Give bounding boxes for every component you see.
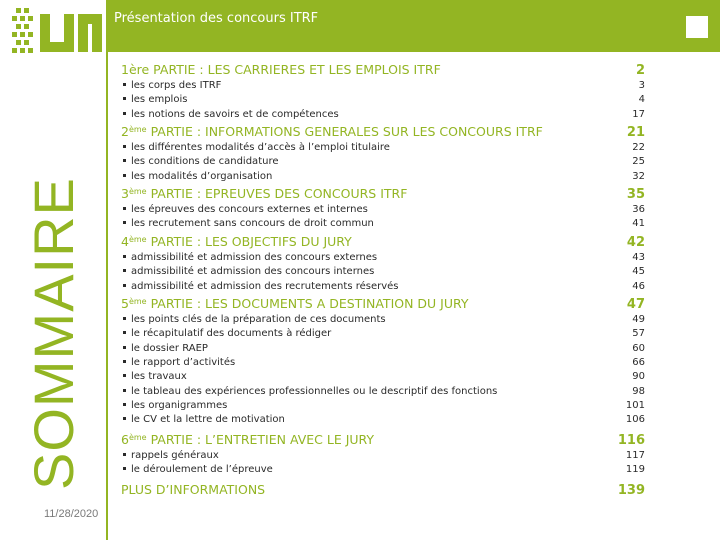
toc-item[interactable] xyxy=(123,464,273,475)
toc-item-page-number: 101 xyxy=(625,399,645,411)
bullet-icon xyxy=(123,360,126,363)
section-number: 2 xyxy=(121,124,129,139)
section-number: 4 xyxy=(121,234,129,249)
toc-item-page-number: 106 xyxy=(625,414,645,426)
bullet-icon xyxy=(123,269,126,272)
section-title[interactable]: 1ère PARTIE : LES CARRIERES ET LES EMPLOIS ITRF xyxy=(121,62,441,77)
toc-item-page-number: 98 xyxy=(632,385,645,397)
toc-item-label: les notions de savoirs et de compétences xyxy=(131,108,339,120)
section-label: PARTIE : EPREUVES DES CONCOURS ITRF xyxy=(146,186,408,201)
toc-item-label: le récapitulatif des documents à rédiger xyxy=(131,328,332,340)
bullet-icon xyxy=(123,346,126,349)
bullet-icon xyxy=(123,112,126,115)
toc-item-label: les corps des ITRF xyxy=(131,80,222,91)
toc-item[interactable] xyxy=(123,281,399,292)
toc-item-label: les organigrammes xyxy=(131,399,228,411)
section-title[interactable] xyxy=(121,234,352,249)
toc-item[interactable] xyxy=(123,450,219,461)
section-number-suffix: ème xyxy=(128,125,147,134)
section-number-suffix: ème xyxy=(128,187,147,196)
toc-item-page-number: 36 xyxy=(632,204,645,215)
bullet-icon xyxy=(123,284,126,287)
toc-item-page-number: 119 xyxy=(625,464,645,476)
section-number: 3 xyxy=(121,186,129,201)
section-label: PARTIE : L’ENTRETIEN AVEC LE JURY xyxy=(146,432,375,447)
bullet-icon xyxy=(123,374,126,377)
toc-item-label: admissibilité et admission des concours externes xyxy=(131,252,378,263)
toc-item-label: les différentes modalités d’accès à l’emploi titulaire xyxy=(131,142,390,153)
bullet-icon xyxy=(123,389,126,392)
section-page-number: 21 xyxy=(626,125,645,140)
sommaire-vertical-title: SOMMAIRE xyxy=(22,177,85,490)
toc-item-page-number: 17 xyxy=(632,108,645,120)
toc-item-page-number: 22 xyxy=(632,142,645,153)
toc-item-label: les modalités d’organisation xyxy=(131,170,273,182)
bullet-icon xyxy=(123,255,126,258)
toc-item[interactable] xyxy=(123,109,339,120)
toc-item-label: le déroulement de l’épreuve xyxy=(131,464,273,476)
section-page-number: 47 xyxy=(626,297,645,312)
section-page-number: 42 xyxy=(626,235,645,250)
section-page-number: 35 xyxy=(626,187,645,202)
toc-item-page-number: 117 xyxy=(625,450,645,461)
bullet-icon xyxy=(123,331,126,334)
bullet-icon xyxy=(123,83,126,86)
bullet-icon xyxy=(123,221,126,224)
toc-item-label: les recrutement sans concours de droit commun xyxy=(131,218,374,230)
toc-item[interactable] xyxy=(123,171,272,182)
section-page-number: 2 xyxy=(635,63,645,78)
toc-item-label: les emplois xyxy=(131,94,188,106)
toc-item[interactable] xyxy=(123,314,386,325)
toc-item-label: les travaux xyxy=(131,371,187,383)
toc-item[interactable] xyxy=(123,386,497,397)
bullet-icon xyxy=(123,159,126,162)
toc-item-label: le rapport d’activités xyxy=(131,356,236,368)
toc-item[interactable] xyxy=(123,204,368,215)
section-title[interactable]: PLUS D’INFORMATIONS xyxy=(121,482,266,497)
toc-item[interactable] xyxy=(123,94,187,105)
section-label: PARTIE : LES DOCUMENTS A DESTINATION DU JURY xyxy=(146,296,469,311)
toc-item[interactable] xyxy=(123,80,221,91)
toc-item-page-number: 60 xyxy=(632,342,645,354)
section-number-suffix: ème xyxy=(128,433,147,442)
toc-item-page-number: 3 xyxy=(638,80,645,91)
toc-item-page-number: 90 xyxy=(632,371,645,383)
bullet-icon xyxy=(123,403,126,406)
slide-date: 11/28/2020 xyxy=(44,508,99,520)
toc-item[interactable] xyxy=(123,371,187,382)
toc-item[interactable] xyxy=(123,156,279,167)
bullet-icon xyxy=(123,317,126,320)
bullet-icon xyxy=(123,174,126,177)
toc-item-page-number: 41 xyxy=(632,218,645,230)
toc-item-page-number: 46 xyxy=(632,280,645,292)
bullet-icon xyxy=(123,467,126,470)
section-number: 5 xyxy=(121,296,129,311)
section-number-suffix: ème xyxy=(128,297,147,306)
toc-item-label: rappels généraux xyxy=(131,450,219,461)
toc-item-label: les conditions de candidature xyxy=(131,156,279,168)
bullet-icon xyxy=(123,145,126,148)
toc-item-page-number: 32 xyxy=(632,170,645,182)
bullet-icon xyxy=(123,453,126,456)
toc-item-label: les points clés de la préparation de ces documents xyxy=(131,314,386,325)
section-number: 6 xyxy=(121,432,129,447)
toc-item[interactable] xyxy=(123,400,227,411)
bullet-icon xyxy=(123,207,126,210)
section-label: PARTIE : INFORMATIONS GENERALES SUR LES CONCOURS ITRF xyxy=(146,124,543,139)
section-title[interactable] xyxy=(121,186,407,201)
toc-item[interactable] xyxy=(123,142,390,153)
page-title: Présentation des concours ITRF xyxy=(114,11,319,26)
toc-item[interactable] xyxy=(123,328,331,339)
toc-item-page-number: 45 xyxy=(632,266,645,278)
section-page-number: 139 xyxy=(617,483,645,498)
toc-item-page-number: 66 xyxy=(632,356,645,368)
section-title[interactable] xyxy=(121,124,543,139)
toc-item[interactable] xyxy=(123,252,377,263)
toc-item-page-number: 43 xyxy=(632,252,645,263)
toc-item-label: le dossier RAEP xyxy=(131,342,208,354)
section-page-number: 116 xyxy=(617,433,645,448)
section-title[interactable] xyxy=(121,296,469,311)
toc-item-page-number: 57 xyxy=(632,328,645,340)
toc-item[interactable] xyxy=(123,343,208,354)
toc-item[interactable] xyxy=(123,357,235,368)
section-label: PARTIE : LES OBJECTIFS DU JURY xyxy=(146,234,352,249)
section-title[interactable] xyxy=(121,432,374,447)
toc-item-page-number: 4 xyxy=(638,94,645,106)
toc-item[interactable] xyxy=(123,218,374,229)
toc-item[interactable] xyxy=(123,414,285,425)
toc-item-label: le CV et la lettre de motivation xyxy=(131,414,285,426)
toc-item[interactable] xyxy=(123,266,374,277)
toc-item-label: admissibilité et admission des recrutements réservés xyxy=(131,280,399,292)
toc-item-label: le tableau des expériences professionnelles ou le descriptif des fonctions xyxy=(131,385,498,397)
toc-item-page-number: 25 xyxy=(632,156,645,168)
toc-item-label: admissibilité et admission des concours internes xyxy=(131,266,375,278)
toc-item-page-number: 49 xyxy=(632,314,645,325)
bullet-icon xyxy=(123,97,126,100)
section-number-suffix: ème xyxy=(128,235,147,244)
toc-item-label: les épreuves des concours externes et internes xyxy=(131,204,368,215)
bullet-icon xyxy=(123,417,126,420)
